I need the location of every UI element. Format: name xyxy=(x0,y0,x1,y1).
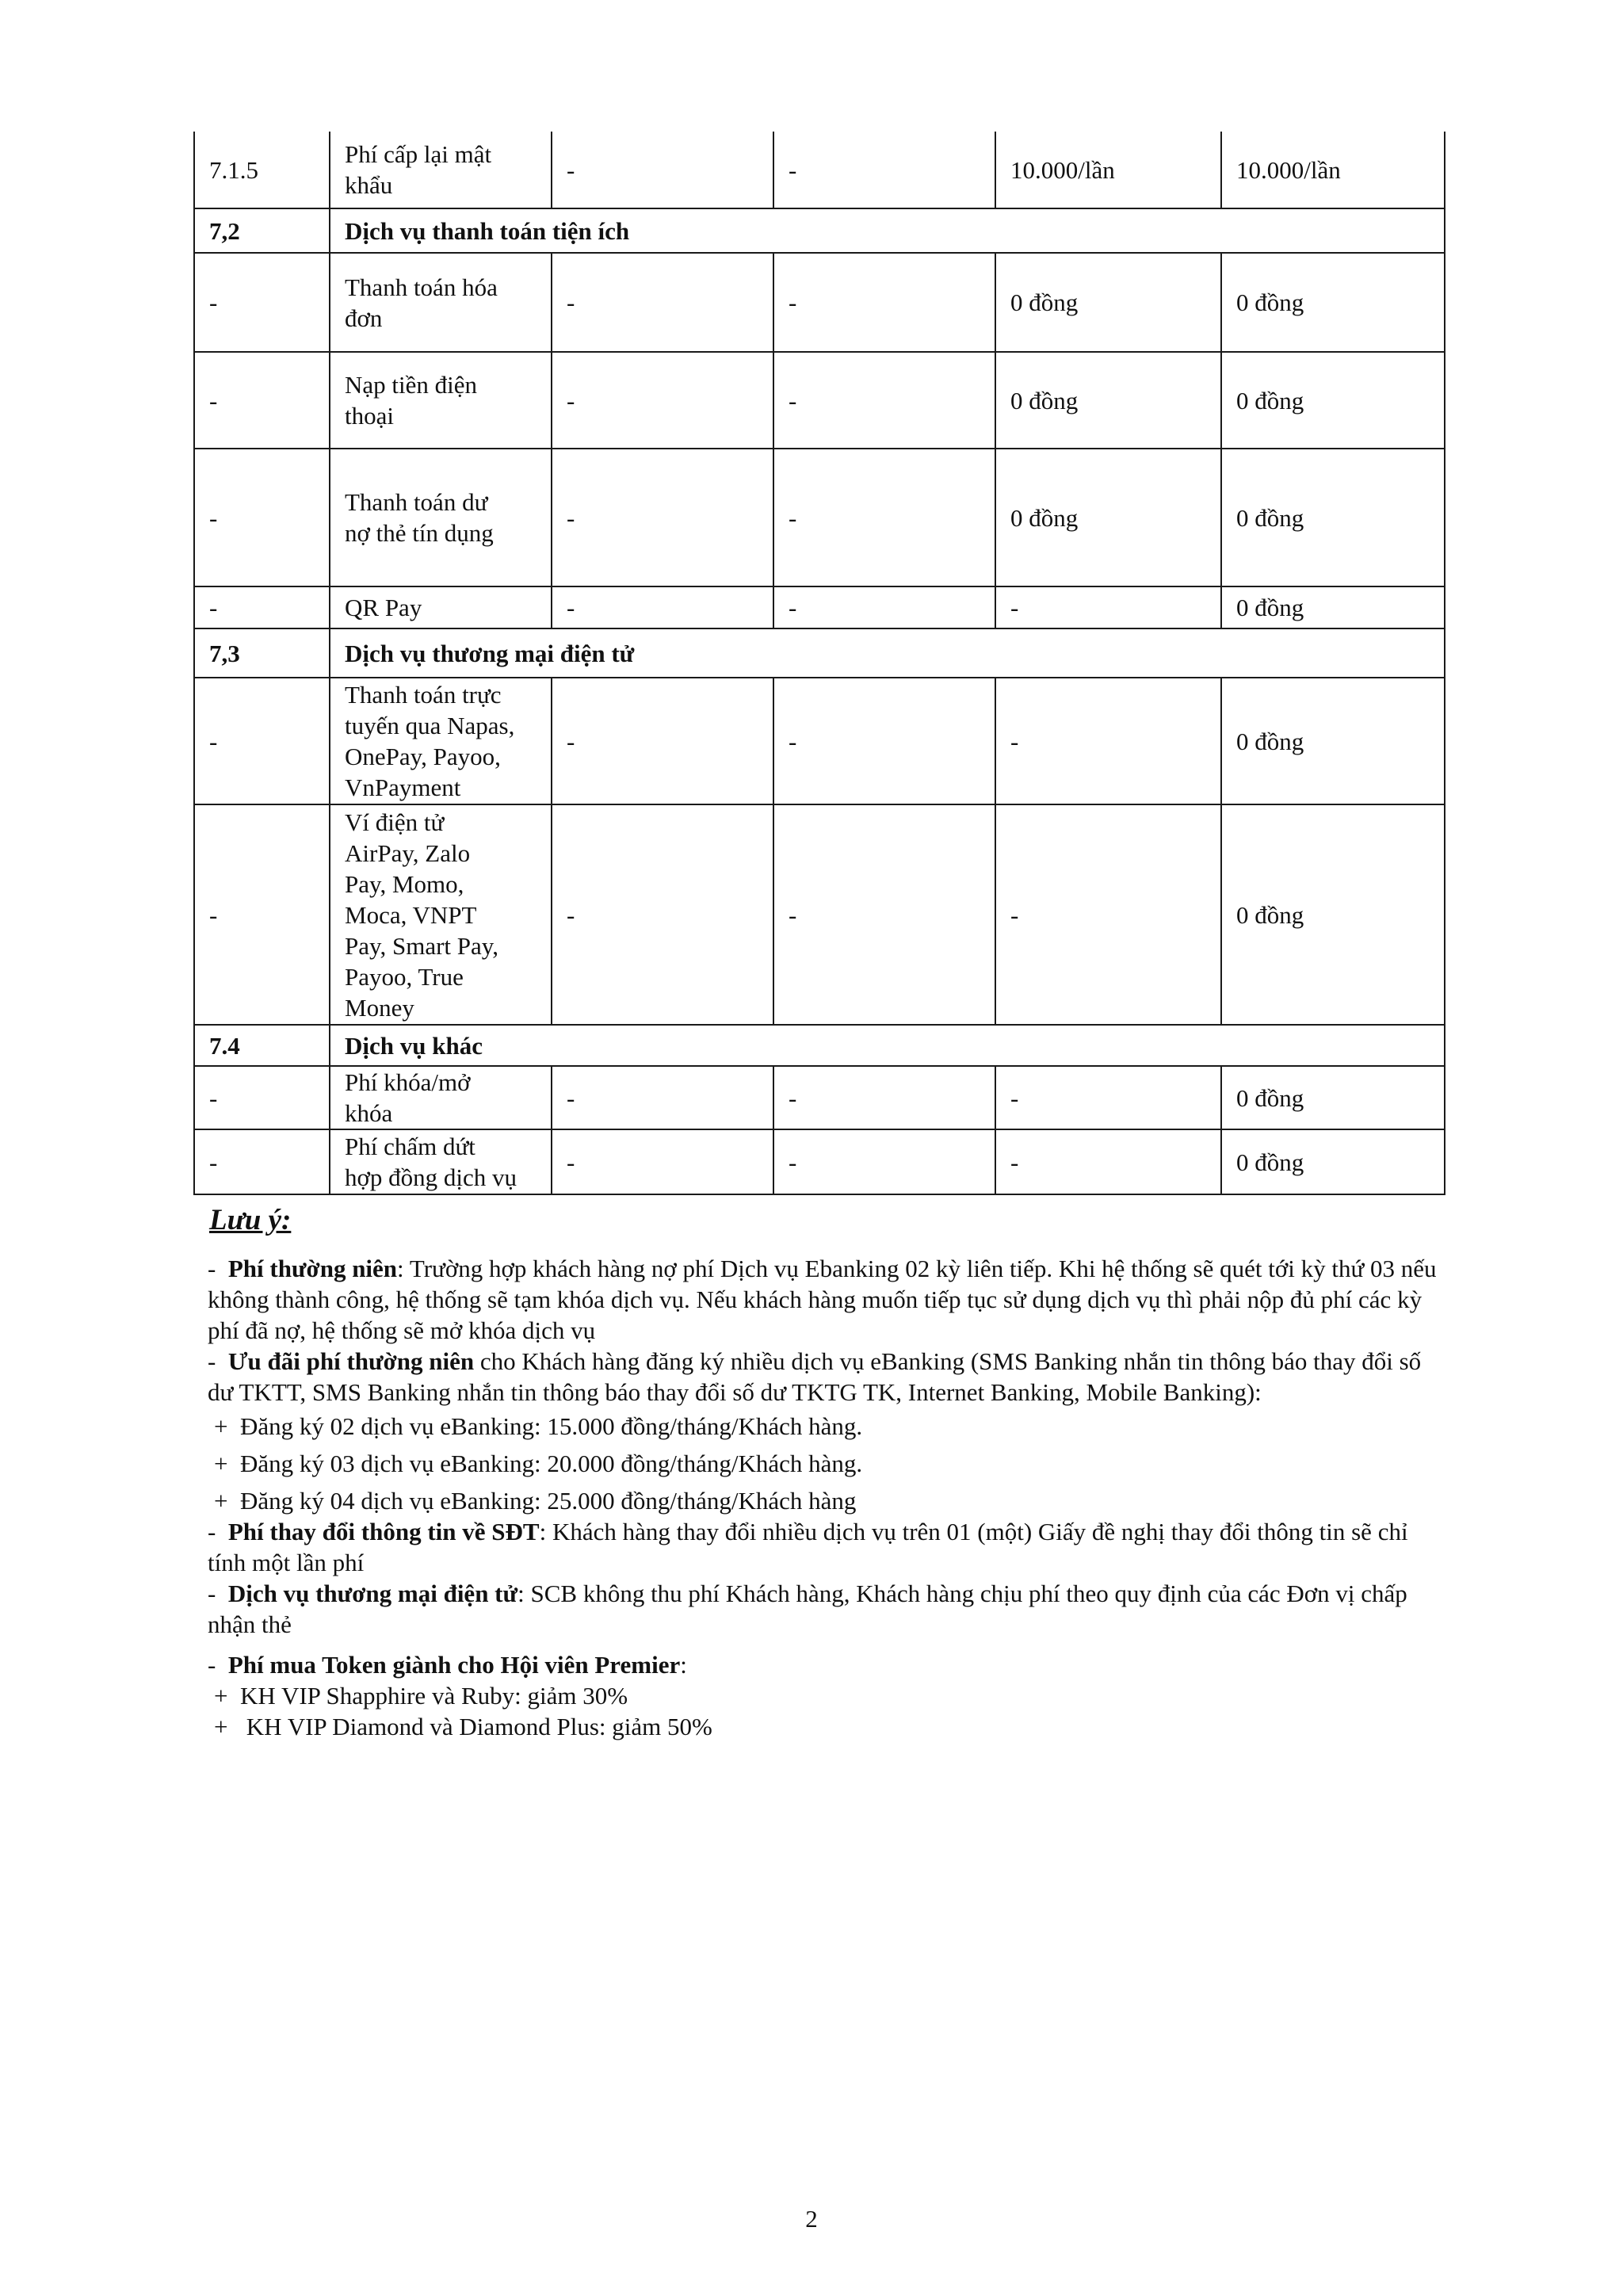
section-title: Dịch vụ khác xyxy=(330,1025,1445,1066)
cell-line: - xyxy=(1010,1083,1019,1112)
cell-line: 0 đồng xyxy=(1236,503,1304,532)
table-row xyxy=(194,678,1445,804)
note-phone-change-text: : Khách hàng thay đổi nhiều dịch vụ trên 01 (một) Giấy đề nghị thay đổi thông tin sẽ chỉ tính một lần phí xyxy=(208,1518,1408,1576)
note-ecommerce-text: : SCB không thu phí Khách hàng, Khách hàng chịu phí theo quy định của các Đơn vị chấp nhận thẻ xyxy=(208,1580,1407,1638)
cell-line: thoại xyxy=(345,402,394,430)
table-cell xyxy=(1221,1066,1445,1129)
table-row xyxy=(194,449,1445,586)
cell-line: Thanh toán dư xyxy=(345,488,488,516)
cell-line: AirPay, Zalo xyxy=(345,839,471,867)
token-item: + KH VIP Shapphire và Ruby: giảm 30% xyxy=(214,1682,628,1710)
cell-line: - xyxy=(1010,727,1019,755)
note-annual-fee: - Phí thường niên: Trường hợp khách hàng nợ phí Dịch vụ Ebanking 02 kỳ liên tiếp. Khi hệ thống sẽ quét tới kỳ thứ 03 nếu không thành công, hệ thống sẽ tạm khóa dịch vụ. Nếu khách hàng muốn tiếp tục sử dụng dịch vụ thì phải nộp đủ phí các kỳ phí đã nợ, hệ thống sẽ mở khóa dịch vụ xyxy=(208,1255,1437,1344)
table-cell xyxy=(773,586,995,628)
table-cell xyxy=(194,678,330,804)
table-cell xyxy=(773,449,995,586)
table-cell xyxy=(330,586,552,628)
cell-line: - xyxy=(567,288,575,316)
cell-line: 10.000/lần xyxy=(1010,155,1115,184)
table-cell xyxy=(194,132,330,208)
table-cell xyxy=(194,586,330,628)
table-cell xyxy=(995,678,1221,804)
cell-line: - xyxy=(209,503,218,532)
table-row xyxy=(194,352,1445,449)
note-token-text: : xyxy=(680,1651,687,1679)
table-cell xyxy=(552,678,773,804)
cell-line: Pay, Smart Pay, xyxy=(345,931,499,960)
section-title: Dịch vụ thương mại điện tử xyxy=(330,628,1445,678)
cell-line: - xyxy=(567,155,575,184)
cell-line: - xyxy=(567,1083,575,1112)
notes-section xyxy=(208,1205,1444,1742)
table-cell xyxy=(552,1066,773,1129)
cell-line: 10.000/lần xyxy=(1236,155,1341,184)
table-cell xyxy=(194,352,330,449)
table-cell xyxy=(773,253,995,352)
cell-line: - xyxy=(789,155,797,184)
fee-table xyxy=(193,132,1445,1195)
note-phone-change-label: Phí thay đổi thông tin về SĐT xyxy=(227,1518,540,1545)
section-title: Dịch vụ thanh toán tiện ích xyxy=(330,208,1445,253)
cell-line: 7.1.5 xyxy=(209,155,258,184)
table-cell xyxy=(194,1129,330,1194)
cell-line: Thanh toán hóa xyxy=(345,273,498,301)
page-number: 2 xyxy=(805,2205,818,2233)
cell-line: - xyxy=(209,1083,218,1112)
token-item: + KH VIP Diamond và Diamond Plus: giảm 50% xyxy=(214,1713,712,1740)
section-code: 7,2 xyxy=(194,208,330,253)
cell-line: - xyxy=(789,386,797,415)
cell-line: - xyxy=(209,727,218,755)
cell-line: khóa xyxy=(345,1099,393,1127)
cell-line: 0 đồng xyxy=(1236,386,1304,415)
table-cell xyxy=(1221,253,1445,352)
table-cell xyxy=(194,1066,330,1129)
cell-line: - xyxy=(209,1148,218,1176)
table-cell xyxy=(1221,586,1445,628)
cell-line: hợp đồng dịch vụ xyxy=(345,1163,517,1191)
cell-line: Nạp tiền điện xyxy=(345,371,478,399)
cell-line: 0 đồng xyxy=(1236,1083,1304,1112)
table-cell xyxy=(995,352,1221,449)
table-cell xyxy=(330,449,552,586)
table-row xyxy=(194,1066,1445,1129)
table-cell xyxy=(552,804,773,1025)
table-cell xyxy=(773,1129,995,1194)
cell-line: 0 đồng xyxy=(1236,900,1304,929)
table-cell xyxy=(330,1129,552,1194)
table-cell xyxy=(552,132,773,208)
table-cell xyxy=(1221,1129,1445,1194)
table-cell xyxy=(330,1066,552,1129)
table-row xyxy=(194,586,1445,628)
note-annual-discount-text: cho Khách hàng đăng ký nhiều dịch vụ eBanking (SMS Banking nhắn tin thông báo thay đổi số dư TKTT, SMS Banking nhắn tin thông báo thay đổi số dư TKTG TK, Internet Banking, Mobile Banking): xyxy=(208,1347,1422,1406)
cell-line: đơn xyxy=(345,304,383,332)
cell-line: - xyxy=(209,288,218,316)
section-row xyxy=(194,208,1445,253)
cell-line: - xyxy=(789,594,797,621)
discount-item: + Đăng ký 04 dịch vụ eBanking: 25.000 đồng/tháng/Khách hàng xyxy=(214,1487,857,1515)
cell-line: - xyxy=(567,727,575,755)
cell-line: Payoo, True xyxy=(345,962,464,991)
cell-line: - xyxy=(1010,900,1019,929)
fee-table-body xyxy=(194,132,1445,1194)
cell-line: - xyxy=(567,386,575,415)
cell-line: Phí chấm dứt xyxy=(345,1133,475,1160)
cell-line: 0 đồng xyxy=(1236,288,1304,316)
token-item-text: KH VIP Shapphire và Ruby: giảm 30% xyxy=(239,1682,628,1710)
table-cell xyxy=(552,586,773,628)
table-cell xyxy=(194,253,330,352)
note-annual-fee-text: : Trường hợp khách hàng nợ phí Dịch vụ Ebanking 02 kỳ liên tiếp. Khi hệ thống sẽ quét tới kỳ thứ 03 nếu không thành công, hệ thống sẽ tạm khóa dịch vụ. Nếu khách hàng muốn tiếp tục sử dụng dịch vụ thì phải nộp đủ phí các kỳ phí đã nợ, hệ thống sẽ mở khóa dịch vụ xyxy=(208,1255,1437,1344)
cell-line: OnePay, Payoo, xyxy=(345,743,501,770)
cell-line: Ví điện tử xyxy=(345,808,445,836)
cell-line: 0 đồng xyxy=(1236,594,1304,621)
cell-line: Thanh toán trực xyxy=(345,681,502,709)
cell-line: QR Pay xyxy=(345,594,422,621)
cell-line: - xyxy=(789,900,797,929)
cell-line: - xyxy=(789,1148,797,1176)
table-row xyxy=(194,804,1445,1025)
table-row xyxy=(194,253,1445,352)
cell-line: Pay, Momo, xyxy=(345,869,464,898)
table-cell xyxy=(995,586,1221,628)
cell-line: Phí cấp lại mật xyxy=(345,140,492,168)
section-row xyxy=(194,628,1445,678)
cell-line: - xyxy=(1010,594,1019,621)
cell-line: 0 đồng xyxy=(1010,386,1079,415)
cell-line: VnPayment xyxy=(345,774,461,801)
cell-line: 0 đồng xyxy=(1010,288,1079,316)
discount-item: + Đăng ký 02 dịch vụ eBanking: 15.000 đồng/tháng/Khách hàng. xyxy=(214,1412,863,1440)
cell-line: khẩu xyxy=(345,171,393,199)
table-cell xyxy=(995,1129,1221,1194)
note-ecommerce: - Dịch vụ thương mại điện tử: SCB không thu phí Khách hàng, Khách hàng chịu phí theo quy định của các Đơn vị chấp nhận thẻ xyxy=(208,1580,1407,1638)
table-row xyxy=(194,1129,1445,1194)
note-ecommerce-label: Dịch vụ thương mại điện tử xyxy=(227,1580,518,1607)
table-cell xyxy=(773,132,995,208)
note-token-label: Phí mua Token giành cho Hội viên Premier xyxy=(227,1651,681,1679)
cell-line: - xyxy=(209,594,218,621)
table-cell xyxy=(330,804,552,1025)
discount-item: + Đăng ký 03 dịch vụ eBanking: 20.000 đồng/tháng/Khách hàng. xyxy=(214,1450,863,1477)
table-cell xyxy=(552,352,773,449)
table-cell xyxy=(552,449,773,586)
note-annual-discount: - Ưu đãi phí thường niên cho Khách hàng đăng ký nhiều dịch vụ eBanking (SMS Banking nhắn tin thông báo thay đổi số dư TKTT, SMS Banking nhắn tin thông báo thay đổi số dư TKTG TK, Internet Banking, Mobile Banking): xyxy=(208,1347,1422,1406)
table-cell xyxy=(1221,352,1445,449)
table-cell xyxy=(995,804,1221,1025)
table-cell xyxy=(552,1129,773,1194)
note-annual-discount-label: Ưu đãi phí thường niên xyxy=(227,1347,475,1375)
cell-line: - xyxy=(209,900,218,929)
section-code: 7.4 xyxy=(194,1025,330,1066)
table-cell xyxy=(773,352,995,449)
table-cell xyxy=(330,253,552,352)
note-token: - Phí mua Token giành cho Hội viên Premier: xyxy=(208,1651,687,1679)
table-cell xyxy=(194,804,330,1025)
table-cell xyxy=(995,449,1221,586)
cell-line: tuyến qua Napas, xyxy=(345,712,515,739)
cell-line: nợ thẻ tín dụng xyxy=(345,519,494,547)
table-cell xyxy=(330,352,552,449)
table-cell xyxy=(1221,804,1445,1025)
note-phone-change: - Phí thay đổi thông tin về SĐT: Khách hàng thay đổi nhiều dịch vụ trên 01 (một) Giấy đề nghị thay đổi thông tin sẽ chỉ tính một lần phí xyxy=(208,1518,1408,1576)
table-cell xyxy=(330,132,552,208)
cell-line: 0 đồng xyxy=(1236,1148,1304,1176)
cell-line: - xyxy=(567,594,575,621)
token-item-text: KH VIP Diamond và Diamond Plus: giảm 50% xyxy=(246,1713,712,1740)
cell-line: - xyxy=(789,288,797,316)
cell-line: Moca, VNPT xyxy=(345,900,477,929)
discount-item-text: Đăng ký 04 dịch vụ eBanking: 25.000 đồng/tháng/Khách hàng xyxy=(239,1487,857,1515)
table-row xyxy=(194,132,1445,208)
table-cell xyxy=(552,253,773,352)
cell-line: - xyxy=(567,1148,575,1176)
section-code: 7,3 xyxy=(194,628,330,678)
table-cell xyxy=(995,132,1221,208)
cell-line: - xyxy=(209,386,218,415)
table-cell xyxy=(194,449,330,586)
table-cell xyxy=(1221,449,1445,586)
cell-line: - xyxy=(567,503,575,532)
note-annual-fee-label: Phí thường niên xyxy=(227,1255,398,1282)
table-cell xyxy=(1221,132,1445,208)
table-cell xyxy=(773,804,995,1025)
table-cell xyxy=(995,1066,1221,1129)
notes-title: Lưu ý: xyxy=(209,1204,292,1236)
cell-line: 0 đồng xyxy=(1010,503,1079,532)
table-cell xyxy=(1221,678,1445,804)
discount-item-text: Đăng ký 02 dịch vụ eBanking: 15.000 đồng/tháng/Khách hàng. xyxy=(239,1412,863,1440)
cell-line: 0 đồng xyxy=(1236,727,1304,755)
table-cell xyxy=(773,678,995,804)
cell-line: Phí khóa/mở xyxy=(345,1068,471,1096)
table-cell xyxy=(995,253,1221,352)
discount-item-text: Đăng ký 03 dịch vụ eBanking: 20.000 đồng/tháng/Khách hàng. xyxy=(239,1450,863,1477)
cell-line: - xyxy=(789,1083,797,1112)
cell-line: - xyxy=(1010,1148,1019,1176)
cell-line: - xyxy=(789,727,797,755)
table-cell xyxy=(330,678,552,804)
section-row xyxy=(194,1025,1445,1066)
cell-line: - xyxy=(567,900,575,929)
cell-line: - xyxy=(789,503,797,532)
cell-line: Money xyxy=(345,993,414,1022)
table-cell xyxy=(773,1066,995,1129)
